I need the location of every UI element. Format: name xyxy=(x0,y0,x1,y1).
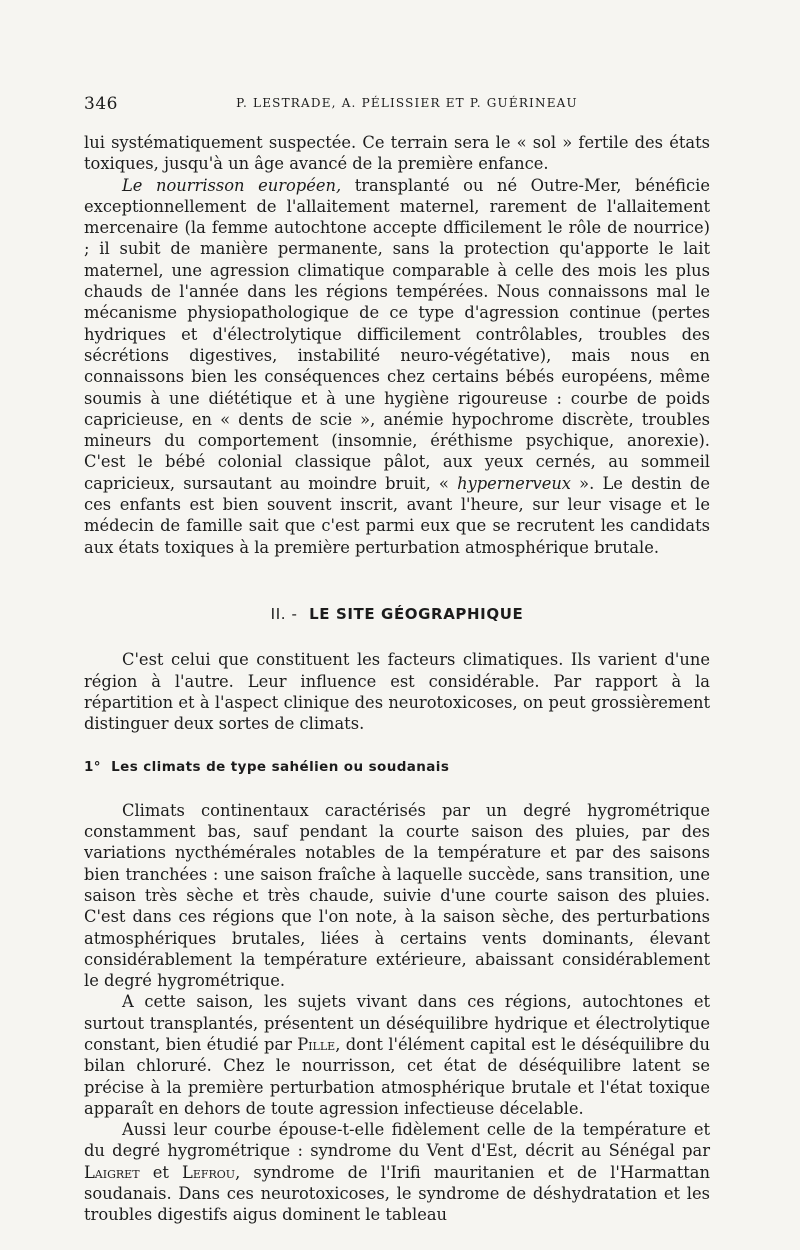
paragraph-6-start: Aussi leur courbe épouse-t-elle fidèlement celle de la température et du degré hygrométrique : syndrome du Vent d'Est, décrit au Sénégal par xyxy=(84,1120,710,1161)
page-header xyxy=(84,94,710,118)
paragraph-5 xyxy=(84,991,710,1119)
author-name-lefrou: Lefrou xyxy=(182,1162,236,1182)
paragraph-3: C'est celui que constituent les facteurs climatiques. Ils varient d'une région à l'autre. Leur influence est considérable. Par rapport à la répartition et à l'aspect clinique des neurotoxicoses, on peut grossièrement distinguer deux sortes de climats. xyxy=(84,650,710,734)
subsection-title: Les climats de type sahélien ou soudanais xyxy=(111,759,450,776)
section-title: LE SITE GÉOGRAPHIQUE xyxy=(309,604,524,623)
paragraph-2-end: ». Le destin de ces enfants est bien souvent inscrit, avant l'heure, sur leur visage et le médecin de famille sait que c'est parmi eux que se recrutent les candidats aux états toxiques à la première perturbation atmosphérique brutale. xyxy=(84,473,710,557)
running-head: P. LESTRADE, A. PÉLISSIER ET P. GUÉRINEAU xyxy=(236,96,578,110)
page-number: 346 xyxy=(84,94,118,114)
paragraph-5-start: A cette saison, les sujets vivant dans ces régions, autochtones et surtout transplantés, présentent un déséquilibre hydrique et électrolytique constant, bien étudié par xyxy=(84,992,710,1054)
section-heading xyxy=(84,604,710,625)
paragraph-1: lui systématiquement suspectée. Ce terrain sera le « sol » fertile des états toxiques, jusqu'à un âge avancé de la première enfance. xyxy=(84,133,710,174)
paragraph-6 xyxy=(84,1119,710,1225)
paragraph-4: Climats continentaux caractérisés par un degré hygrométrique constamment bas, sauf pendant la courte saison des pluies, par des variations nycthémérales notables de la température et par des saisons bien tranchées : une saison fraîche à laquelle succède, sans transition, une saison très sèche et très chaude, suivie d'une courte saison des pluies. C'est dans ces régions que l'on note, à la saison sèche, des perturbations atmosphériques brutales, liées à certains vents dominants, élevant considérablement la température extérieure, abaissant considérablement le degré hygrométrique. xyxy=(84,800,710,991)
author-name-laigret: Laigret xyxy=(84,1162,140,1182)
author-name-pille: Pille xyxy=(297,1034,336,1054)
article-body xyxy=(84,132,710,1226)
subsection-heading xyxy=(84,757,710,778)
section-number: II. - xyxy=(270,604,298,623)
subsection-number: 1° xyxy=(84,759,101,776)
paragraph-5-end: , dont l'élément capital est le déséquilibre du bilan chloruré. Chez le nourrisson, cet état de déséquilibre latent se précise à la première perturbation atmosphérique brutale et l'état toxique apparaît en dehors de toute agression infectieuse décelable. xyxy=(84,1034,710,1118)
paragraph-2-term: hypernerveux xyxy=(457,473,571,493)
paragraph-6-conjunction: et xyxy=(152,1162,169,1182)
paragraph-2-lead: Le nourrisson européen, xyxy=(122,175,342,195)
paragraph-2 xyxy=(84,175,710,558)
paragraph-6-end: , syndrome de l'Irifi mauritanien et de l'Harmattan soudanais. Dans ces neurotoxicoses, le syndrome de déshydratation et les troubles digestifs aigus dominent le tableau xyxy=(84,1162,710,1225)
paragraph-2-text: transplanté ou né Outre-Mer, bénéficie exceptionnellement de l'allaitement maternel, rarement de l'allaitement mercenaire (la femme autochtone accepte dfficilement le rôle de nourrice) ; il subit de manière permanente, sans la protection qu'apporte le lait maternel, une agression climatique comparable à celle des mois les plus chauds de l'année dans les régions tempérées. Nous connaissons mal le mécanisme physiopathologique de ce type d'agression continue (pertes hydriques et d'électrolytique difficilement contrôlables, troubles des sécrétions digestives, instabilité neuro-végétative), mais nous en connaissons bien les conséquences chez certains bébés européens, même soumis à une diététique et à une hygiène rigoureuse : courbe de poids capricieuse, en « dents de scie », anémie hypochrome discrète, troubles mineurs du comportement (insomnie, éréthisme psychique, anorexie). C'est le bébé colonial classique pâlot, aux yeux cernés, au sommeil capricieux, sursautant au moindre bruit, « xyxy=(84,175,710,493)
